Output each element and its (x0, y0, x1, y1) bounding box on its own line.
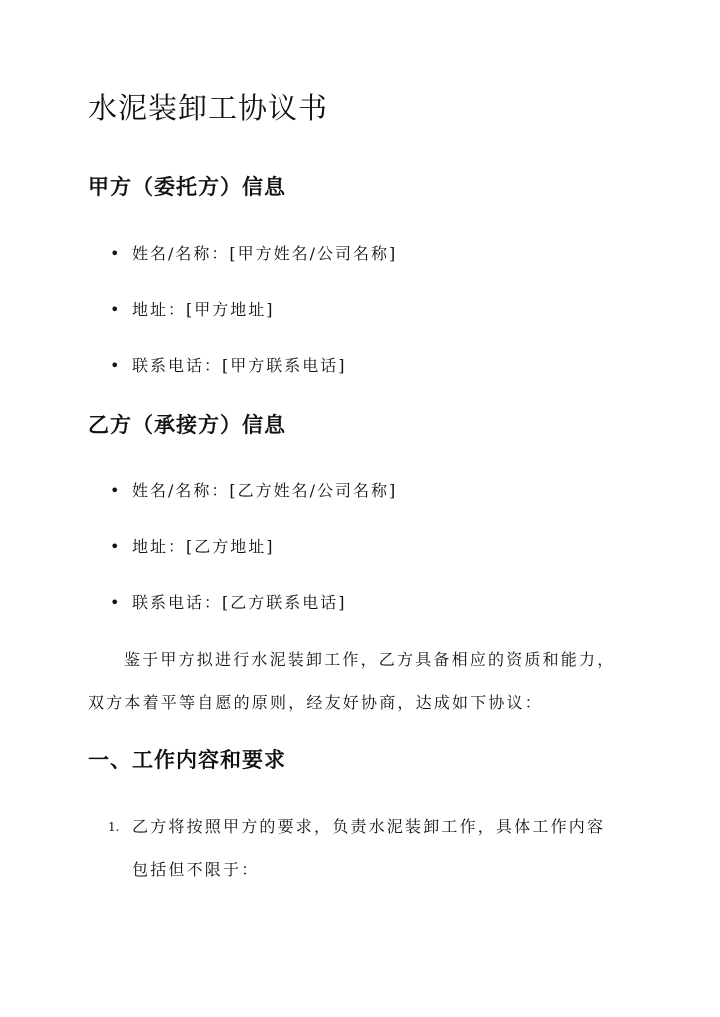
bullet-icon: • (110, 593, 122, 612)
party-b-name-item (110, 479, 397, 503)
section-1-item-1-line-2: 包括但不限于： (132, 860, 260, 879)
party-a-phone-item (110, 354, 347, 378)
bullet-icon: • (110, 356, 122, 375)
party-a-name-text: 姓名/名称：[甲方姓名/公司名称] (132, 244, 398, 263)
bullet-icon: • (110, 481, 122, 500)
document-title: 水泥装卸工协议书 (88, 91, 329, 125)
party-b-address-text: 地址：[乙方地址] (132, 537, 275, 556)
party-a-heading: 甲方（委托方）信息 (88, 174, 286, 199)
preamble-line-2: 双方本着平等自愿的原则，经友好协商，达成如下协议： (88, 693, 544, 712)
party-a-name-item (110, 242, 397, 266)
bullet-icon: • (110, 300, 122, 319)
section-1-heading: 一、工作内容和要求 (88, 747, 286, 772)
preamble-line-1: 鉴于甲方拟进行水泥装卸工作，乙方具备相应的资质和能力， (124, 650, 616, 669)
section-1-item-1-line-1: 乙方将按照甲方的要求，负责水泥装卸工作，具体工作内容 (132, 817, 606, 836)
party-b-phone-item (110, 591, 347, 615)
party-b-heading: 乙方（承接方）信息 (88, 412, 286, 437)
bullet-icon: • (110, 537, 122, 556)
party-b-name-text: 姓名/名称：[乙方姓名/公司名称] (132, 481, 398, 500)
party-a-address-item (110, 298, 275, 322)
bullet-icon: • (110, 244, 122, 263)
party-b-phone-text: 联系电话：[乙方联系电话] (132, 593, 347, 612)
party-a-address-text: 地址：[甲方地址] (132, 300, 275, 319)
party-b-address-item (110, 535, 275, 559)
item-number-marker: 1. (108, 820, 120, 834)
party-a-phone-text: 联系电话：[甲方联系电话] (132, 356, 347, 375)
